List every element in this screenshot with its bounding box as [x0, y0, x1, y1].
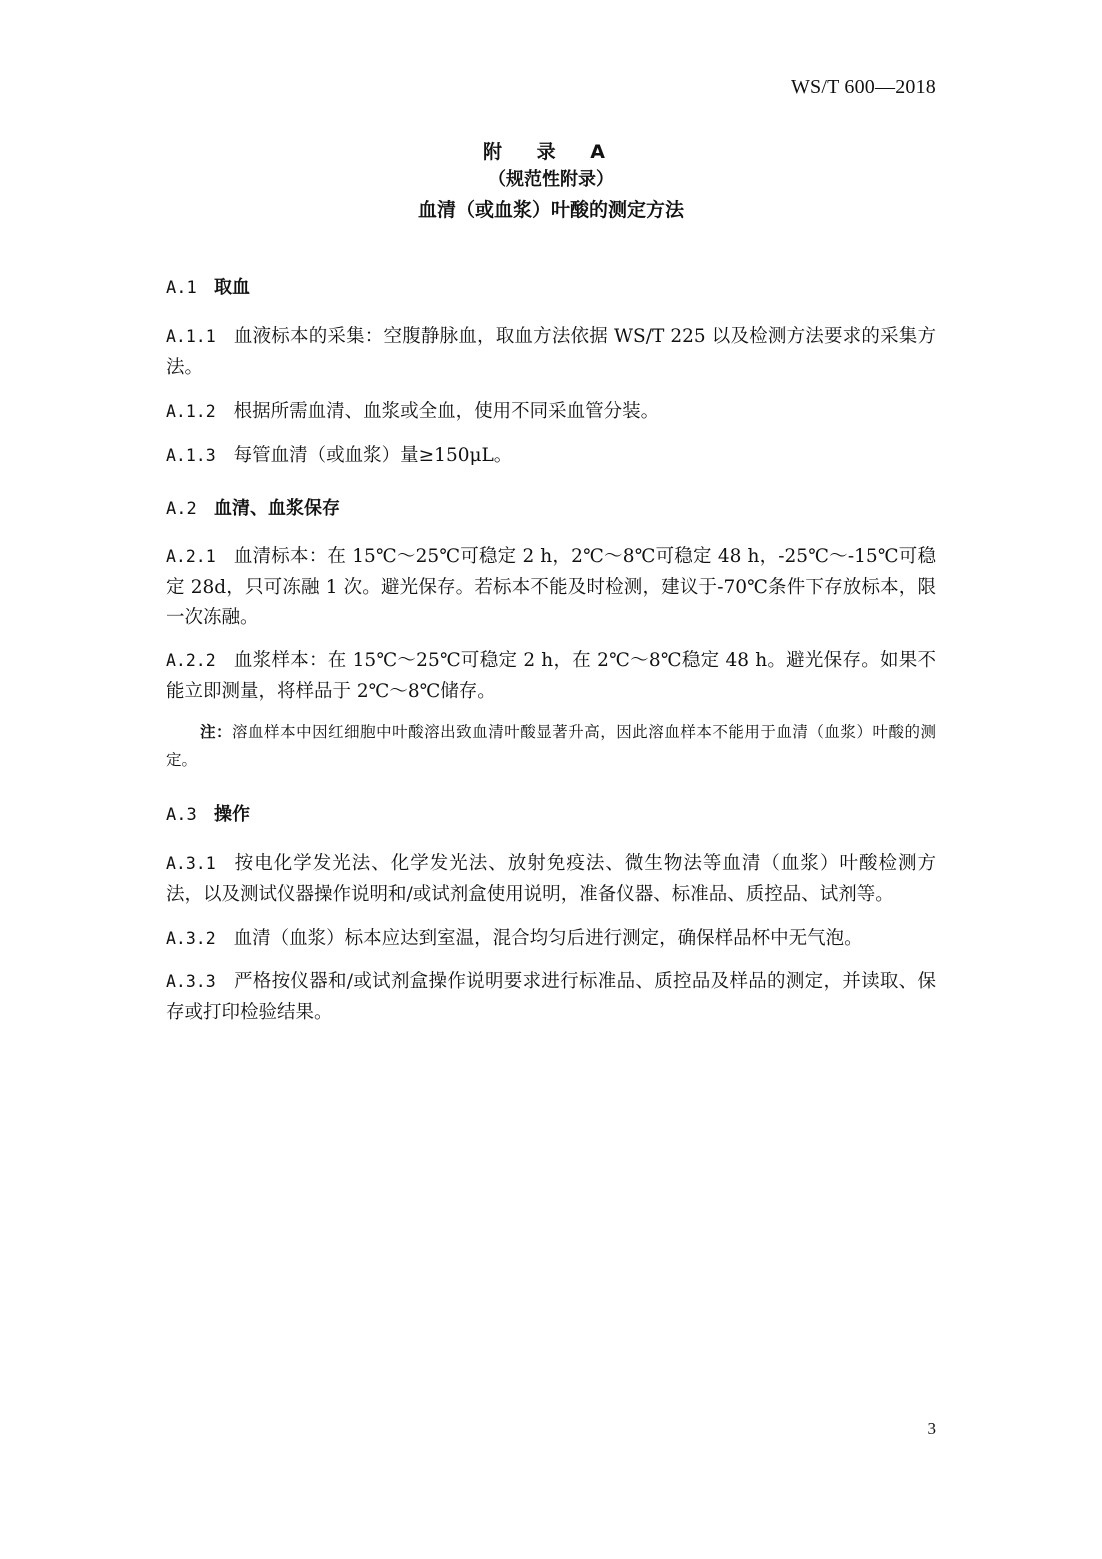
clause-a21 — [166, 542, 936, 634]
clause-number: A.3.2 — [166, 929, 216, 948]
clause-number: A.1.2 — [166, 402, 216, 421]
clause-text: 血清标本：在 15℃～25℃可稳定 2 h，2℃～8℃可稳定 48 h，-25℃～-15℃可稳定 28d，只可冻融 1 次。避光保存。若标本不能及时检测，建议于-70℃条件下存放标本，限一次冻融。 — [166, 546, 936, 628]
clause-a11 — [166, 322, 936, 383]
clause-a31 — [166, 849, 936, 910]
section-number: A.3 — [166, 805, 197, 825]
appendix-title: 血清（或血浆）叶酸的测定方法 — [417, 199, 684, 221]
section-title: 取血 — [214, 277, 250, 298]
section-a2-heading — [166, 494, 340, 520]
section-a3-heading — [166, 800, 250, 826]
appendix-type: （规范性附录） — [488, 169, 614, 190]
clause-number: A.2.2 — [166, 651, 216, 670]
clause-number: A.3.3 — [166, 972, 216, 991]
clause-text: 按电化学发光法、化学发光法、放射免疫法、微生物法等血清（血浆）叶酸检测方法，以及测试仪器操作说明和/或试剂盒使用说明，准备仪器、标准品、质控品、试剂等。 — [166, 853, 936, 905]
standard-code: WS/T 600—2018 — [790, 76, 936, 98]
appendix-label: 附 录 A — [483, 141, 619, 163]
clause-a32 — [166, 924, 936, 955]
clause-text: 严格按仪器和/或试剂盒操作说明要求进行标准品、质控品及样品的测定，并读取、保存或打印检验结果。 — [166, 971, 936, 1023]
clause-number: A.1.3 — [166, 446, 216, 465]
note-text: 溶血样本中因红细胞中叶酸溶出致血清叶酸显著升高，因此溶血样本不能用于血清（血浆）叶酸的测定。 — [166, 723, 936, 769]
clause-text: 血液标本的采集：空腹静脉血，取血方法依据 WS/T 225 以及检测方法要求的采集方法。 — [166, 326, 936, 378]
clause-number: A.2.1 — [166, 547, 216, 566]
note-block — [166, 718, 936, 774]
section-title: 血清、血浆保存 — [214, 498, 340, 519]
clause-a13 — [166, 441, 936, 472]
clause-text: 血浆样本：在 15℃～25℃可稳定 2 h，在 2℃～8℃稳定 48 h。避光保存。如果不能立即测量，将样品于 2℃～8℃储存。 — [166, 650, 936, 702]
clause-a33 — [166, 967, 936, 1028]
clause-text: 血清（血浆）标本应达到室温，混合均匀后进行测定，确保样品杯中无气泡。 — [233, 928, 863, 949]
section-title: 操作 — [214, 804, 250, 825]
note-label: 注： — [200, 723, 233, 741]
clause-text: 根据所需血清、血浆或全血，使用不同采血管分装。 — [233, 401, 660, 422]
clause-a22 — [166, 646, 936, 707]
section-number: A.2 — [166, 499, 197, 519]
clause-a12 — [166, 397, 936, 428]
clause-number: A.3.1 — [166, 854, 216, 873]
clause-text: 每管血清（或血浆）量≥150μL。 — [233, 445, 513, 466]
page-number: 3 — [927, 1419, 936, 1438]
clause-number: A.1.1 — [166, 327, 216, 346]
section-number: A.1 — [166, 278, 197, 298]
section-a1-heading — [166, 273, 250, 299]
